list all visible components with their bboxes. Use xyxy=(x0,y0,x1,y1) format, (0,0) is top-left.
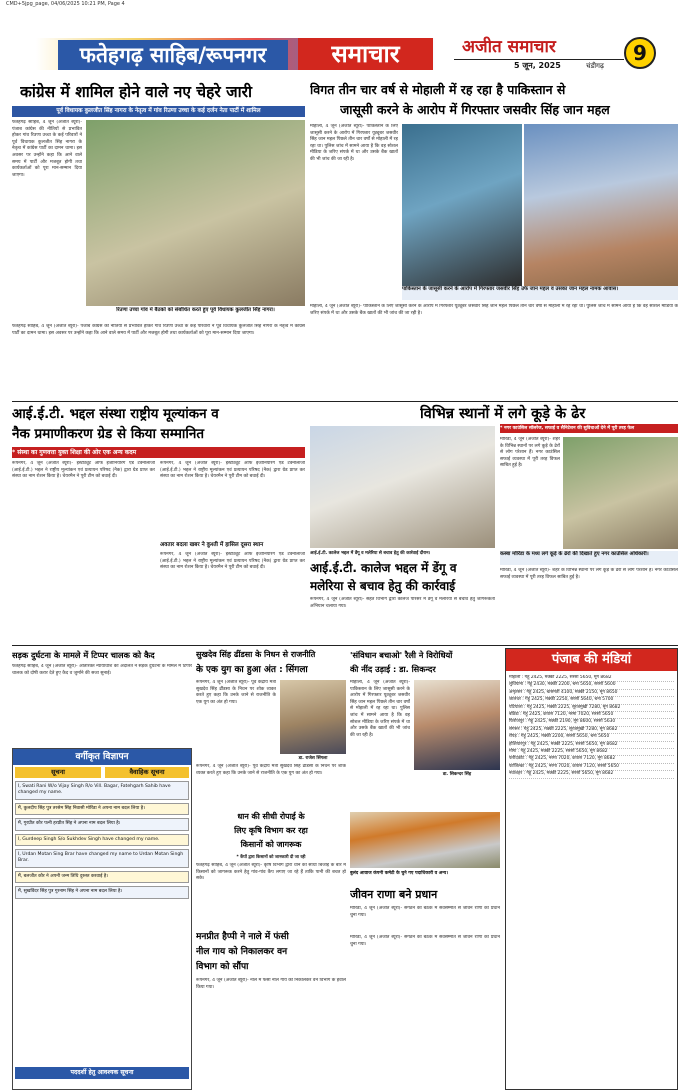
article-iet-naac xyxy=(12,404,305,644)
article-iet-naac-headline: आई.ई.टी. भद्दल संस्था राष्ट्रीय मूल्यांकन व xyxy=(12,406,219,422)
article-nilgai-headline: मनप्रीत हैप्पी ने नाले में फंसी xyxy=(196,932,289,942)
classifieds-list xyxy=(15,781,189,1051)
mandi-row: पटियाला : गेहूं 2425, मक्की 2225, सूरजमुखी 7280, मूंग 8682 xyxy=(509,705,674,712)
article-paddy-headline: जीवन राणा बने प्रधान xyxy=(350,888,438,901)
article-congress-deck: पूर्व विधायक कुलजीत सिंह नागरा के नेतृत्व में गांव रिउणा उच्चा के कई दर्जन नेता पार्टी में शामिल xyxy=(12,106,305,117)
mandi-row: लुधियाना : गेहूं 2430, मक्की 2200, चना 5650, सरसों 5600 xyxy=(509,682,674,689)
mandi-row: होशियारपुर : गेहूं 2425, मक्की 2225, सरसों 5650, मूंग 8682 xyxy=(509,742,674,749)
mandi-row: जालंधर : गेहूं 2425, मक्की 2250, सरसों 5640, चना 5700 xyxy=(509,697,674,704)
article-samvidhan-photo xyxy=(414,680,500,770)
article-garbage-deck: * नगर काउंसिल सॉलरेज, सफाई व सैनिटेशन की सुविधाओं देने में पूरी तरह फेल xyxy=(500,424,678,433)
article-dhindsa-body-2: रूपनगर, 4 जून (अजीत ब्यूरो)- पूर्व केंद्रीय मंत्री सुखदेव सिंह ढींडसा के निधन पर शोक व्यक्त करते हुए कहा कि उनके जाने से राजनीति के एक युग का अंत हो गया। xyxy=(196,764,346,776)
masthead-date: 5 जून, 2025 xyxy=(514,61,561,70)
article-direct-seeding-headline-2: लिए कृषि विभाग कर रहा xyxy=(234,826,308,835)
divider xyxy=(12,401,678,402)
article-iet-dengue-headline: आई.ई.टी. कालेज भद्दल में डेंगू व xyxy=(310,561,457,575)
article-spy-body-2: मोहाली, 4 जून (अजीत ब्यूरो)- पाकिस्तान के लिए जासूसी करने के आरोप में गिरफ्तार यूट्यूबर जसवीर सिंह जान महल पिछले तीन चार वर्षों से मोहाली में रह रहा था। पुलिस जांच में सामने आया है कि वह सोशल मीडिया के जरिए संपर्क में था और उसके बैंक खातों की भी जांच की जा रही है। xyxy=(310,304,678,316)
mandi-box xyxy=(505,648,678,1090)
article-congress xyxy=(12,80,305,400)
classified-item: मैं, सुखविंदर सिंह पुत्र गुरनाम सिंह ने अपना नाम बदल लिया है। xyxy=(15,886,189,898)
article-congress-body-2: फतेहगढ़ साहिब, 4 जून (अजीत ब्यूरो)- पंजाब कांग्रेस की नीतियों से प्रभावित होकर गांव रिउणा उच्चा के कई परिवारों ने पूर्व विधायक कुलजीत सिंह नागरा के नेतृत्व में कांग्रेस पार्टी का दामन थामा। इस अवसर पर उन्होंने कहा कि आने वाले समय में पार्टी और मजबूत होगी तथा कार्यकर्ताओं को पूरा मान-सम्मान दिया जाएगा। xyxy=(12,324,305,336)
classifieds-col-notice: सूचना xyxy=(15,767,101,778)
mandi-list xyxy=(509,675,674,1087)
divider xyxy=(12,645,678,646)
article-jeevan-rana xyxy=(350,935,500,1090)
article-spy-body: मोहाली, 4 जून (अजीत ब्यूरो)- पाकिस्तान के लिए जासूसी करने के आरोप में गिरफ्तार यूट्यूबर जसवीर सिंह जान महल पिछले तीन चार वर्षों से मोहाली में रह रहा था। पुलिस जांच में सामने आया है कि वह सोशल मीडिया के जरिए संपर्क में था और उसके बैंक खातों की भी जांच की जा रही है। xyxy=(310,124,398,162)
article-spy-headline-2: जासूसी करने के आरोप में गिरफ्तार जसवीर सिंह जान महल xyxy=(340,102,610,117)
article-congress-photo xyxy=(86,120,305,306)
article-samvidhan-caption: डा. सिकन्दर सिंह xyxy=(442,772,472,777)
article-paddy-body: मोरिंडा, 4 जून (अजीत ब्यूरो)- संगठन की बैठक में सर्वसम्मति से जीवन राणा को प्रधान चुना गया। xyxy=(350,906,500,918)
mandi-title: पंजाब की मंडियां xyxy=(506,649,677,671)
article-direct-seeding-deck: * कैंपों द्वारा किसानों को जानकारी दी जा रही xyxy=(236,854,306,859)
article-garbage-body-2: मोरिंडा, 4 जून (अजीत ब्यूरो)- शहर के विभिन्न स्थानों पर लगे कूड़े के ढेरों से लोग परेशान हैं। नगर काउंसिल सफाई व्यवस्था में पूरी तरह विफल साबित हुई है। xyxy=(500,568,678,580)
mandi-row: रोपड़ : गेहूं 2425, मक्की 2200, सरसों 5650, चना 5650 xyxy=(509,734,674,741)
article-spy-photo-portrait xyxy=(402,124,522,286)
article-direct-seeding-headline: धान की सीधी रोपाई के xyxy=(237,812,305,821)
mandi-row: संगरूर : गेहूं 2425, मक्की 2225, सूरजमुखी 7280, मूंग 8682 xyxy=(509,727,674,734)
page-number-badge: 9 xyxy=(624,37,656,69)
classifieds-title: वर्गीकृत विज्ञापन xyxy=(13,749,191,765)
mandi-row: फरीदकोट : गेहूं 2425, नरमा 7020, कपास 7120, मूंग 8682 xyxy=(509,756,674,763)
article-iet-dengue-headline-2: मलेरिया से बचाव हेतु की कार्रवाई xyxy=(310,579,456,593)
classified-item: मैं, बलजीत कौर ने अपनी जन्म तिथि दुरुस्त करवाई है। xyxy=(15,871,189,883)
article-samvidhan xyxy=(350,648,500,808)
classifieds-col-marriage: वैवाहिक सूचना xyxy=(105,767,189,778)
article-dhindsa-headline: सुखदेव सिंह ढींडसा के निधन से राजनीति xyxy=(196,650,316,659)
article-spy xyxy=(310,80,678,400)
mandi-row: फाजिल्का : गेहूं 2425, नरमा 7020, कपास 7120, सरसों 5650 xyxy=(509,764,674,771)
article-nilgai-body: रूपनगर, 4 जून (अजीत ब्यूरो)- नाले में फंसी नील गाय को निकालकर वन विभाग के हवाले किया गया। xyxy=(196,978,346,990)
article-garbage-headline: विभिन्न स्थानों में लगे कूड़े के ढेर xyxy=(420,406,586,422)
article-garbage-caption: कस्बा मोरिंडा के मध्य लगे कूड़े के ढेरों की दिखाते हुए नगर काउंसिल अधिकारी। xyxy=(500,551,678,565)
article-tipper-body: फतेहगढ़ साहिब, 4 जून (अजीत ब्यूरो)- अतिरिक्त न्यायाधीश की अदालत ने सड़क दुर्घटना के मामले में टिप्पर चालक को दोषी करार देते हुए कैद व जुर्माने की सजा सुनाई। xyxy=(12,664,192,676)
article-dhindsa-body: रूपनगर, 4 जून (अजीत ब्यूरो)- पूर्व केंद्रीय मंत्री सुखदेव सिंह ढींडसा के निधन पर शोक व्यक्त करते हुए कहा कि उनके जाने से राजनीति के एक युग का अंत हो गया। xyxy=(196,680,276,705)
article-iet-dengue-caption: आई.ई.टी. कालेज भद्दल में डेंगू व मलेरिया से बचाव हेतु की कार्रवाई दौरान। xyxy=(310,551,431,556)
article-iet-dengue-body: रूपनगर, 4 जून (अजीत ब्यूरो)- सेहत विभाग द्वारा कालेज परिसर में डेंगू व मलेरिया से बचाव हेतु जागरूकता अभियान चलाया गया। xyxy=(310,597,495,609)
mandi-row: अमृतसर : गेहूं 2425, बासमती 4100, मक्की 2150, मूंग 8650 xyxy=(509,690,674,697)
article-garbage-photo xyxy=(563,437,678,549)
masthead-city: चंडीगढ़ xyxy=(586,62,604,70)
article-iet-naac-body: रूपनगर, 4 जून (अजीत ब्यूरो)- इंस्टीट्यूट ऑफ इंजीनियरिंग एंड टेक्नोलॉजी (आई.ई.टी.) भद्दल ने राष्ट्रीय मूल्यांकन एवं प्रत्यायन परिषद (नैक) द्वारा ग्रेड प्राप्त कर संस्था का नाम रोशन किया है। चेयरमैन ने पूरी टीम को बधाई दी। xyxy=(12,461,155,480)
masthead-rule xyxy=(454,59,624,60)
article-paddy xyxy=(350,812,500,932)
masthead xyxy=(36,34,656,74)
classified-item: मैं, कुलदीप सिंह पुत्र तरसेम सिंह निवासी मोरिंडा ने अपना नाम बदल लिया है। xyxy=(15,803,189,815)
article-dhindsa-photo xyxy=(280,680,346,754)
article-iet-naac-headline-2: नैक प्रमाणीकरण ग्रेड से किया सम्मानित xyxy=(12,426,205,442)
article-iet-naac-sub-body: रूपनगर, 4 जून (अजीत ब्यूरो)- इंस्टीट्यूट ऑफ इंजीनियरिंग एंड टेक्नोलॉजी (आई.ई.टी.) भद्दल ने राष्ट्रीय मूल्यांकन एवं प्रत्यायन परिषद (नैक) द्वारा ग्रेड प्राप्त कर संस्था का नाम रोशन किया है। चेयरमैन ने पूरी टीम को बधाई दी। xyxy=(160,552,305,571)
article-direct-seeding-body: फतेहगढ़ साहिब, 4 जून (अजीत ब्यूरो)- कृषि विभाग द्वारा धान की सीधी बिजाई के बारे में किसानों को जागरूक करने हेतु गांव-गांव कैंप लगाए जा रहे हैं ताकि पानी की बचत हो सके। xyxy=(196,863,346,882)
classified-item: I, Gurdeep Singh S/o Sukhdev Singh have changed my name. xyxy=(15,834,189,846)
article-congress-body: फतेहगढ़ साहिब, 4 जून (अजीत ब्यूरो)- पंजाब कांग्रेस की नीतियों से प्रभावित होकर गांव रिउणा उच्चा के कई परिवारों ने पूर्व विधायक कुलजीत सिंह नागरा के नेतृत्व में कांग्रेस पार्टी का दामन थामा। इस अवसर पर उन्होंने कहा कि आने वाले समय में पार्टी और मजबूत होगी तथा कार्यकर्ताओं को पूरा मान-सम्मान दिया जाएगा। xyxy=(12,120,82,178)
article-spy-photo-house xyxy=(524,124,678,286)
article-dhindsa-caption: डा. राजेश सिंगला xyxy=(298,756,328,761)
article-nilgai-headline-3: विभाग को सौंपा xyxy=(196,962,249,972)
article-nilgai-headline-2: नील गाय को निकालकर वन xyxy=(196,947,288,957)
classifieds-footer: पददर्शी हेतु आवश्यक सूचना xyxy=(15,1067,189,1079)
masthead-section: समाचार xyxy=(298,38,433,70)
article-samvidhan-headline-2: की नींद उड़ाई : डा. सिकन्दर xyxy=(350,664,436,674)
article-samvidhan-body: मोहाली, 4 जून (अजीत ब्यूरो)- पाकिस्तान के लिए जासूसी करने के आरोप में गिरफ्तार यूट्यूबर जसवीर सिंह जान महल पिछले तीन चार वर्षों से मोहाली में रह रहा था। पुलिस जांच में सामने आया है कि वह सोशल मीडिया के जरिए संपर्क में था और उसके बैंक खातों की भी जांच की जा रही है। xyxy=(350,680,410,738)
article-nilgai xyxy=(196,930,346,1090)
mandi-row: नवांशहर : गेहूं 2425, मक्की 2225, सरसों 5650, मूंग 8682 xyxy=(509,771,674,778)
article-jeevan-rana-body: मोरिंडा, 4 जून (अजीत ब्यूरो)- संगठन की बैठक में सर्वसम्मति से जीवन राणा को प्रधान चुना गया। xyxy=(350,935,500,947)
article-congress-caption: रिउणा उच्चा गांव में बैठकों को संबोधित करते हुए पूर्व विधायक कुलजीत सिंह नागरा। xyxy=(116,307,275,313)
article-tipper xyxy=(12,648,192,746)
mandi-row: मोहाली : गेहूं 2425, मक्की 2225, सरसों 5650, मूंग 8682 xyxy=(509,675,674,682)
mandi-row: मोगा : गेहूं 2425, मक्की 2225, सरसों 5650, मूंग 8682 xyxy=(509,749,674,756)
article-congress-headline: कांग्रेस में शामिल होने वाले नए चेहरे जारी xyxy=(20,83,252,101)
mandi-row: बठिंडा : गेहूं 2425, कपास 7120, नरमा 7020, सरसों 5650 xyxy=(509,712,674,719)
article-spy-caption: पाकिस्तान के जासूसी करने के आरोप में गिरफ्तार जसवीर सिंह उर्फ जान महल व उसका जान महल नामक आवास। xyxy=(402,286,678,300)
article-tipper-headline: सड़क दुर्घटना के मामले में टिप्पर चालक को कैद xyxy=(12,650,155,660)
classified-item: I, Urdan Motan Sing Brar have changed my name to Urdan Motan Singh Brar. xyxy=(15,849,189,868)
classifieds xyxy=(12,748,192,1090)
article-iet-naac-deck: * संस्था का गुणवत्ता युक्त शिक्षा की ओर एक अन्य कदम xyxy=(12,447,305,458)
mandi-row: फिरोजपुर : गेहूं 2425, मक्की 2190, मूंग 8600, सरसों 5630 xyxy=(509,719,674,726)
classified-item: I, Swati Rani W/o Vijay Singh R/o Vill. Bagar, Fatehgarh Sahib have changed my name. xyxy=(15,781,189,800)
article-samvidhan-headline: 'संविधान बचाओ' रैली ने विरोधियों xyxy=(350,650,453,660)
article-spy-headline: विगत तीन चार वर्ष से मोहाली में रह रहा है पाकिस्तान से xyxy=(310,82,566,97)
article-paddy-photo xyxy=(350,812,500,868)
article-dhindsa-headline-2: के एक युग का हुआ अंत : सिंगला xyxy=(196,665,308,675)
article-direct-seeding xyxy=(196,810,346,930)
article-garbage-body: मोरिंडा, 4 जून (अजीत ब्यूरो)- शहर के विभिन्न स्थानों पर लगे कूड़े के ढेरों से लोग परेशान हैं। नगर काउंसिल सफाई व्यवस्था में पूरी तरह विफल साबित हुई है। xyxy=(500,437,560,469)
article-iet-naac-body-2: रूपनगर, 4 जून (अजीत ब्यूरो)- इंस्टीट्यूट ऑफ इंजीनियरिंग एंड टेक्नोलॉजी (आई.ई.टी.) भद्दल ने राष्ट्रीय मूल्यांकन एवं प्रत्यायन परिषद (नैक) द्वारा ग्रेड प्राप्त कर संस्था का नाम रोशन किया है। चेयरमैन ने पूरी टीम को बधाई दी। xyxy=(160,461,305,480)
classified-item: मैं, गुरप्रीत कौर पत्नी हरप्रीत सिंह ने अपना नाम बदल लिया है। xyxy=(15,818,189,830)
article-direct-seeding-headline-3: किसानों को जागरूक xyxy=(240,840,302,849)
article-iet-naac-subhead: अवतार बदला खबर ने कुश्ती में हासिल दूसरा स्थान xyxy=(160,542,264,548)
masthead-paper-name: अजीत समाचार xyxy=(462,37,556,57)
masthead-region: फतेहगढ़ साहिब/रूपनगर xyxy=(58,40,288,70)
page-meta-strip: CMD+5jpg_page, 04/06/2025 10:21 PM, Page 4 xyxy=(6,1,125,7)
article-paddy-caption: बुलंद आवाज कंपनी कमेटी के चुने गए पदाधिकारी व अन्य। xyxy=(350,871,449,876)
